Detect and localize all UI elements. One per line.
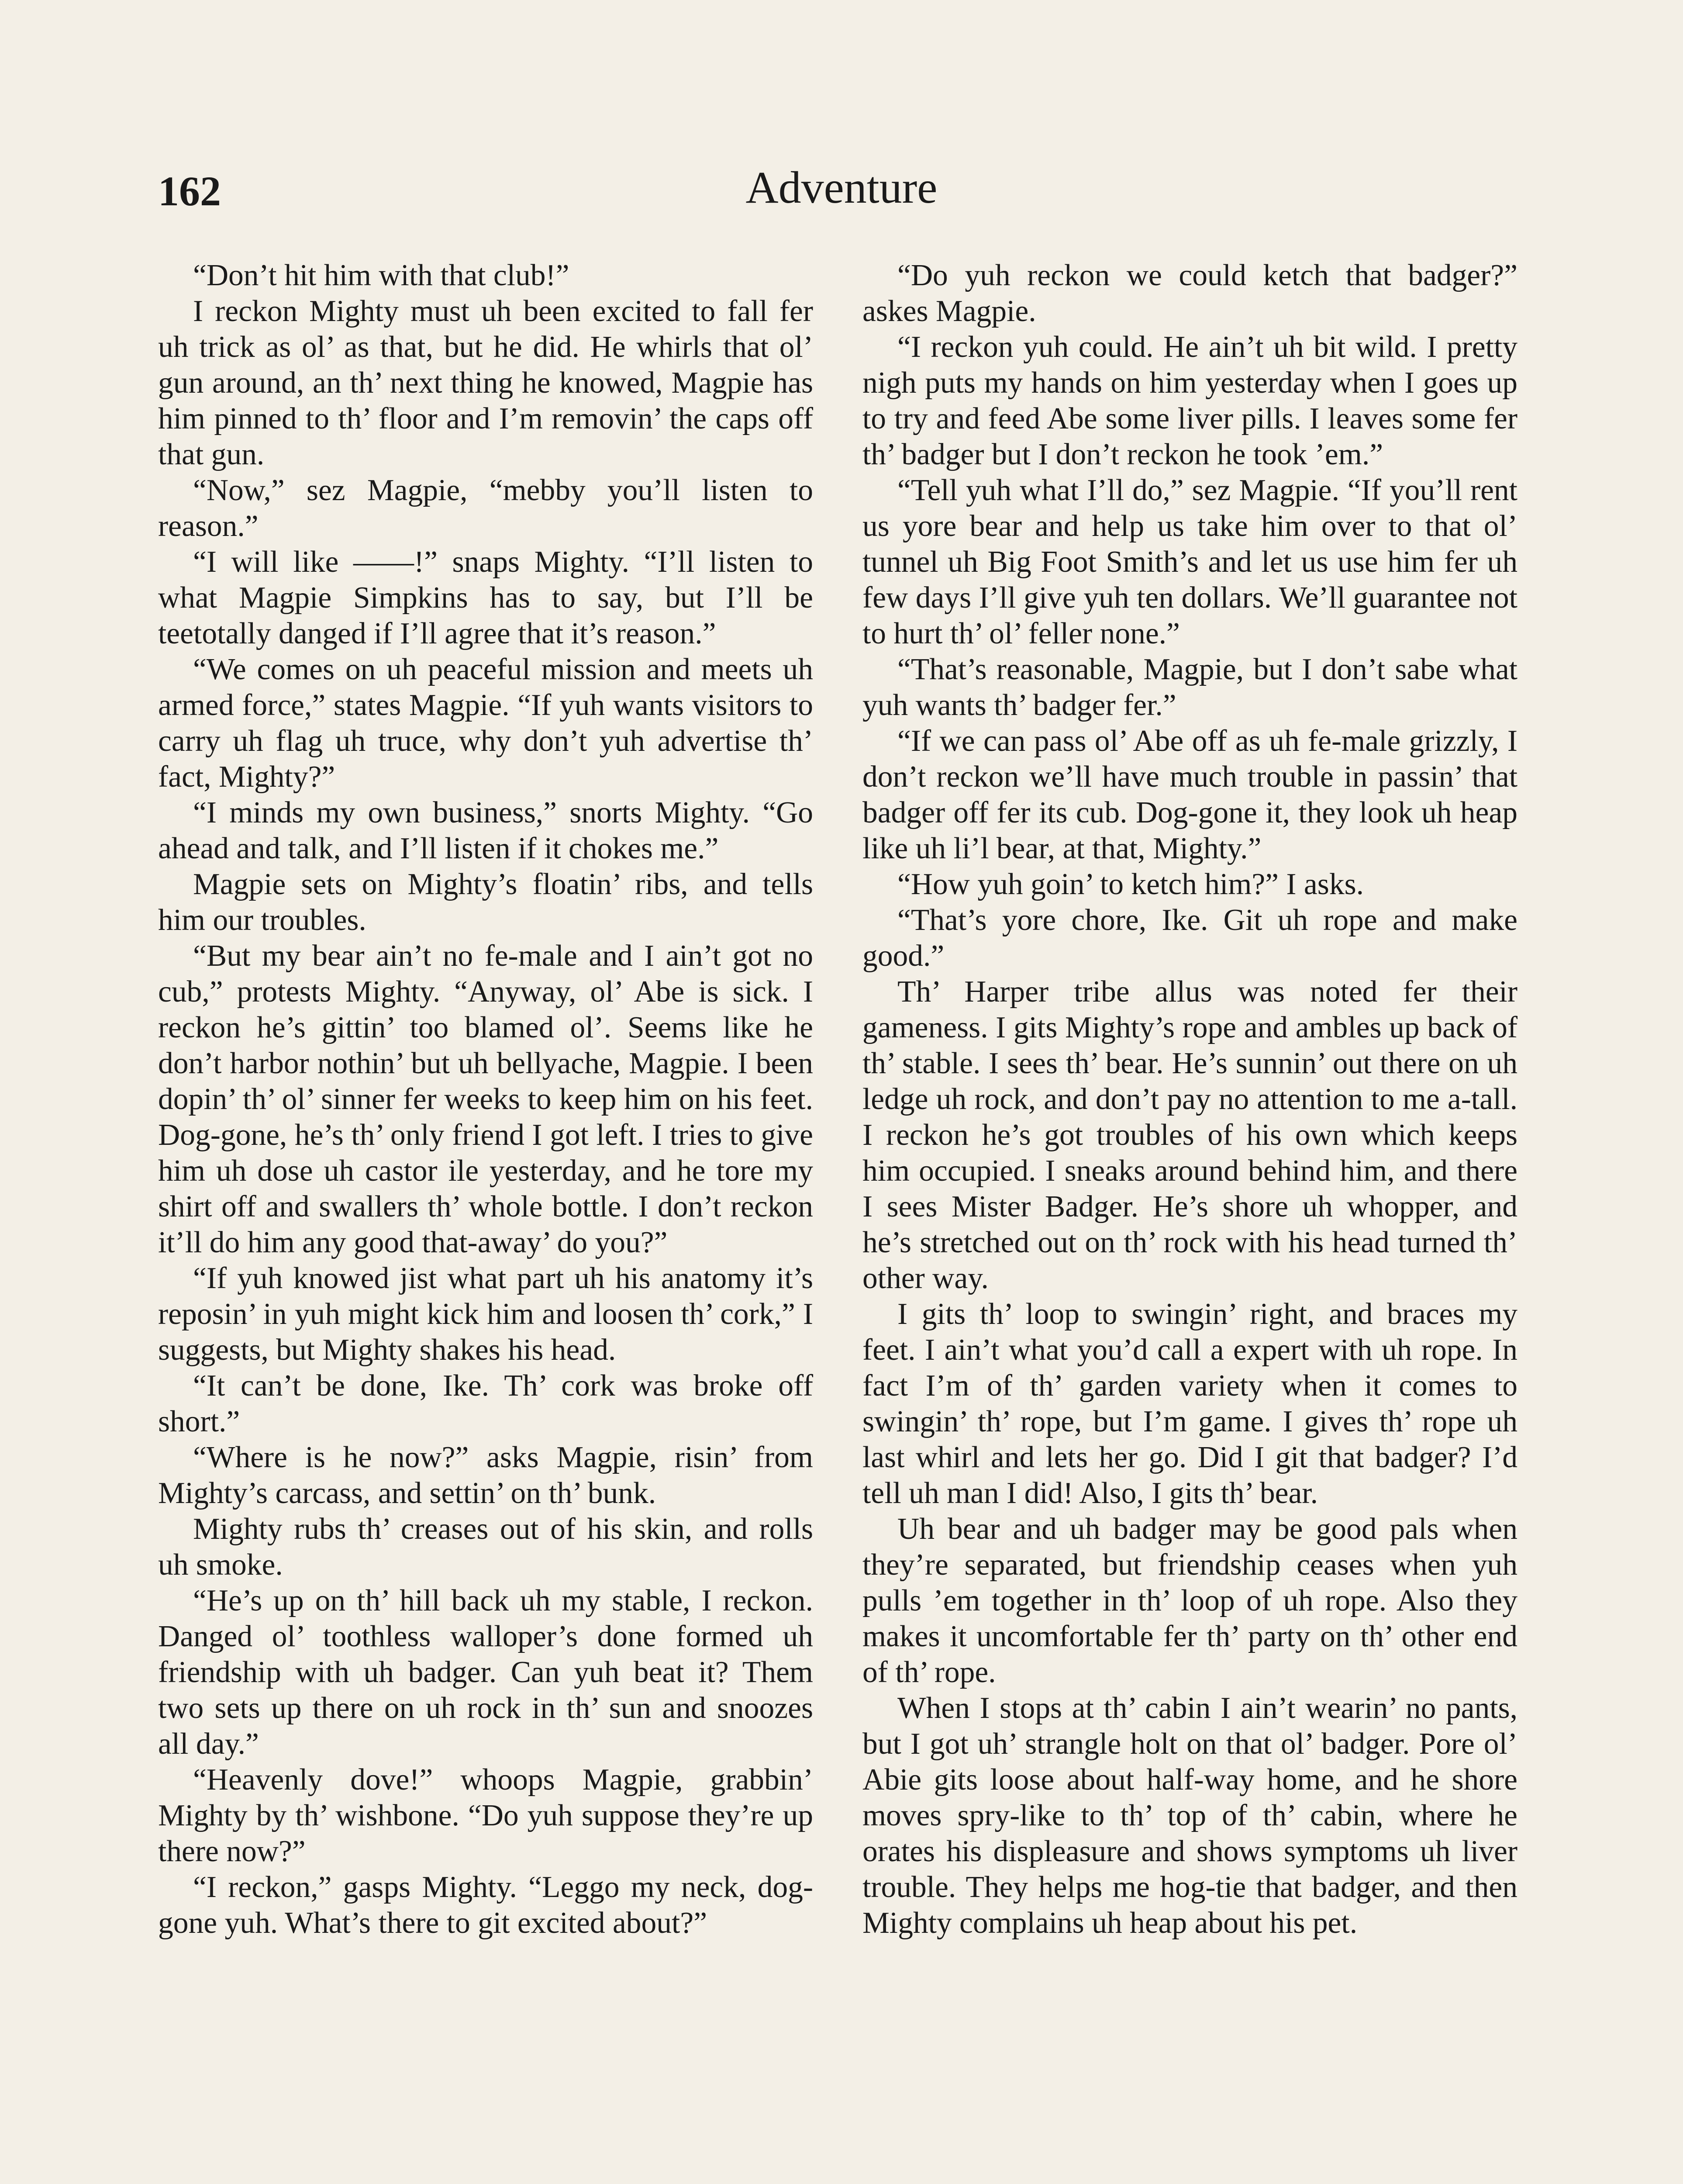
- paragraph: “That’s yore chore, Ike. Git uh rope and make good.”: [862, 903, 1517, 973]
- paragraph: Th’ Harper tribe allus was noted fer their gameness. I gits Mighty’s rope and ambles up back of th’ stable. I sees th’ bear. He’s sunnin’ out there on uh ledge uh rock, and don’t pay no attention to me a-tall. I reckon he’s got troubles of his own which keeps him occupied. I sneaks around behind him, and there I sees Mister Badger. He’s shore uh whopper, and he’s stretched out on th’ rock with his head turned th’ other way.: [862, 975, 1517, 1295]
- paragraph: “If yuh knowed jist what part uh his anatomy it’s reposin’ in yuh might kick him and loosen th’ cork,” I suggests, but Mighty shakes his head.: [158, 1261, 813, 1367]
- paragraph: “But my bear ain’t no fe-male and I ain’t got no cub,” protests Mighty. “Anyway, ol’ Abe is sick. I reckon he’s gittin’ too blamed ol’. Seems like he don’t harbor nothin’ but uh bellyache, Magpie. I been dopin’ th’ ol’ sinner fer weeks to keep him on his feet. Dog-gone, he’s th’ only friend I got left. I tries to give him uh dose uh castor ile yesterday, and he tore my shirt off and swallers th’ whole bottle. I don’t reckon it’ll do him any good that-away’ do you?”: [158, 939, 813, 1259]
- paragraph: “Do yuh reckon we could ketch that badger?” askes Magpie.: [862, 259, 1517, 328]
- paragraph: I reckon Mighty must uh been excited to fall fer uh trick as ol’ as that, but he did. He whirls that ol’ gun around, an th’ next thing he knowed, Magpie has him pinned to th’ floor and I’m removin’ the caps off that gun.: [158, 294, 813, 471]
- paragraph: Uh bear and uh badger may be good pals when they’re separated, but friendship ceases when yuh pulls ’em together in th’ loop of uh rope. Also they makes it uncomfortable fer th’ party on th’ other end of th’ rope.: [862, 1512, 1517, 1689]
- paragraph: “Now,” sez Magpie, “mebby you’ll listen to reason.”: [158, 473, 813, 543]
- paragraph: When I stops at th’ cabin I ain’t wearin’ no pants, but I got uh’ strangle holt on that ol’ badger. Pore ol’ Abie gits loose about half-way home, and he shore moves spry-like to th’ top of th’ cabin, where he orates his displeasure and shows symptoms uh liver trouble. They helps me hog-tie that badger, and then Mighty complains uh heap about his pet.: [862, 1691, 1517, 1940]
- paragraph: “Where is he now?” asks Magpie, risin’ from Mighty’s carcass, and settin’ on th’ bunk.: [158, 1441, 813, 1510]
- paragraph: “We comes on uh peaceful mission and meets uh armed force,” states Magpie. “If yuh wants visitors to carry uh flag uh truce, why don’t yuh advertise th’ fact, Mighty?”: [158, 653, 813, 794]
- paragraph: Magpie sets on Mighty’s floatin’ ribs, and tells him our troubles.: [158, 867, 813, 937]
- paragraph: “I reckon yuh could. He ain’t uh bit wild. I pretty nigh puts my hands on him yesterday when I goes up to try and feed Abe some liver pills. I leaves some fer th’ badger but I don’t reckon he took ’em.”: [862, 330, 1517, 471]
- paragraph: “It can’t be done, Ike. Th’ cork was broke off short.”: [158, 1369, 813, 1438]
- paragraph: “Heavenly dove!” whoops Magpie, grabbin’ Mighty by th’ wishbone. “Do yuh suppose they’re up there now?”: [158, 1763, 813, 1868]
- right-column: [862, 258, 1517, 1941]
- paragraph: “He’s up on th’ hill back uh my stable, I reckon. Danged ol’ toothless walloper’s done formed uh friendship with uh badger. Can yuh beat it? Them two sets up there on uh rock in th’ sun and snoozes all day.”: [158, 1584, 813, 1761]
- paragraph: “If we can pass ol’ Abe off as uh fe-male grizzly, I don’t reckon we’ll have much trouble in passin’ that badger off fer its cub. Dog-gone it, they look uh heap like uh li’l bear, at that, Mighty.”: [862, 724, 1517, 865]
- paragraph: “I reckon,” gasps Mighty. “Leggo my neck, dog-gone yuh. What’s there to git excited about?”: [158, 1870, 813, 1940]
- left-column: [158, 258, 813, 1941]
- paragraph: “Tell yuh what I’ll do,” sez Magpie. “If you’ll rent us yore bear and help us take him over to that ol’ tunnel uh Big Foot Smith’s and let us use him fer uh few days I’ll give yuh ten dollars. We’ll guarantee not to hurt th’ ol’ feller none.”: [862, 473, 1517, 650]
- paragraph: “Don’t hit him with that club!”: [193, 259, 569, 292]
- paragraph: I gits th’ loop to swingin’ right, and braces my feet. I ain’t what you’d call a expert with uh rope. In fact I’m of th’ garden variety when it comes to swingin’ th’ rope, but I’m game. I gives th’ rope uh last whirl and lets her go. Did I git that badger? I’d tell uh man I did! Also, I gits th’ bear.: [862, 1297, 1517, 1510]
- paragraph: “That’s reasonable, Magpie, but I don’t sabe what yuh wants th’ badger fer.”: [862, 653, 1517, 722]
- paragraph: “I will like ——!” snaps Mighty. “I’ll listen to what Magpie Simpkins has to say, but I’ll be teetotally danged if I’ll agree that it’s reason.”: [158, 545, 813, 650]
- running-head: Adventure: [745, 162, 938, 213]
- paragraph: Mighty rubs th’ creases out of his skin, and rolls uh smoke.: [158, 1512, 813, 1582]
- page-number: 162: [158, 168, 221, 214]
- paragraph: “I minds my own business,” snorts Mighty. “Go ahead and talk, and I’ll listen if it chokes me.”: [158, 796, 813, 865]
- paragraph: “How yuh goin’ to ketch him?” I asks.: [897, 867, 1364, 901]
